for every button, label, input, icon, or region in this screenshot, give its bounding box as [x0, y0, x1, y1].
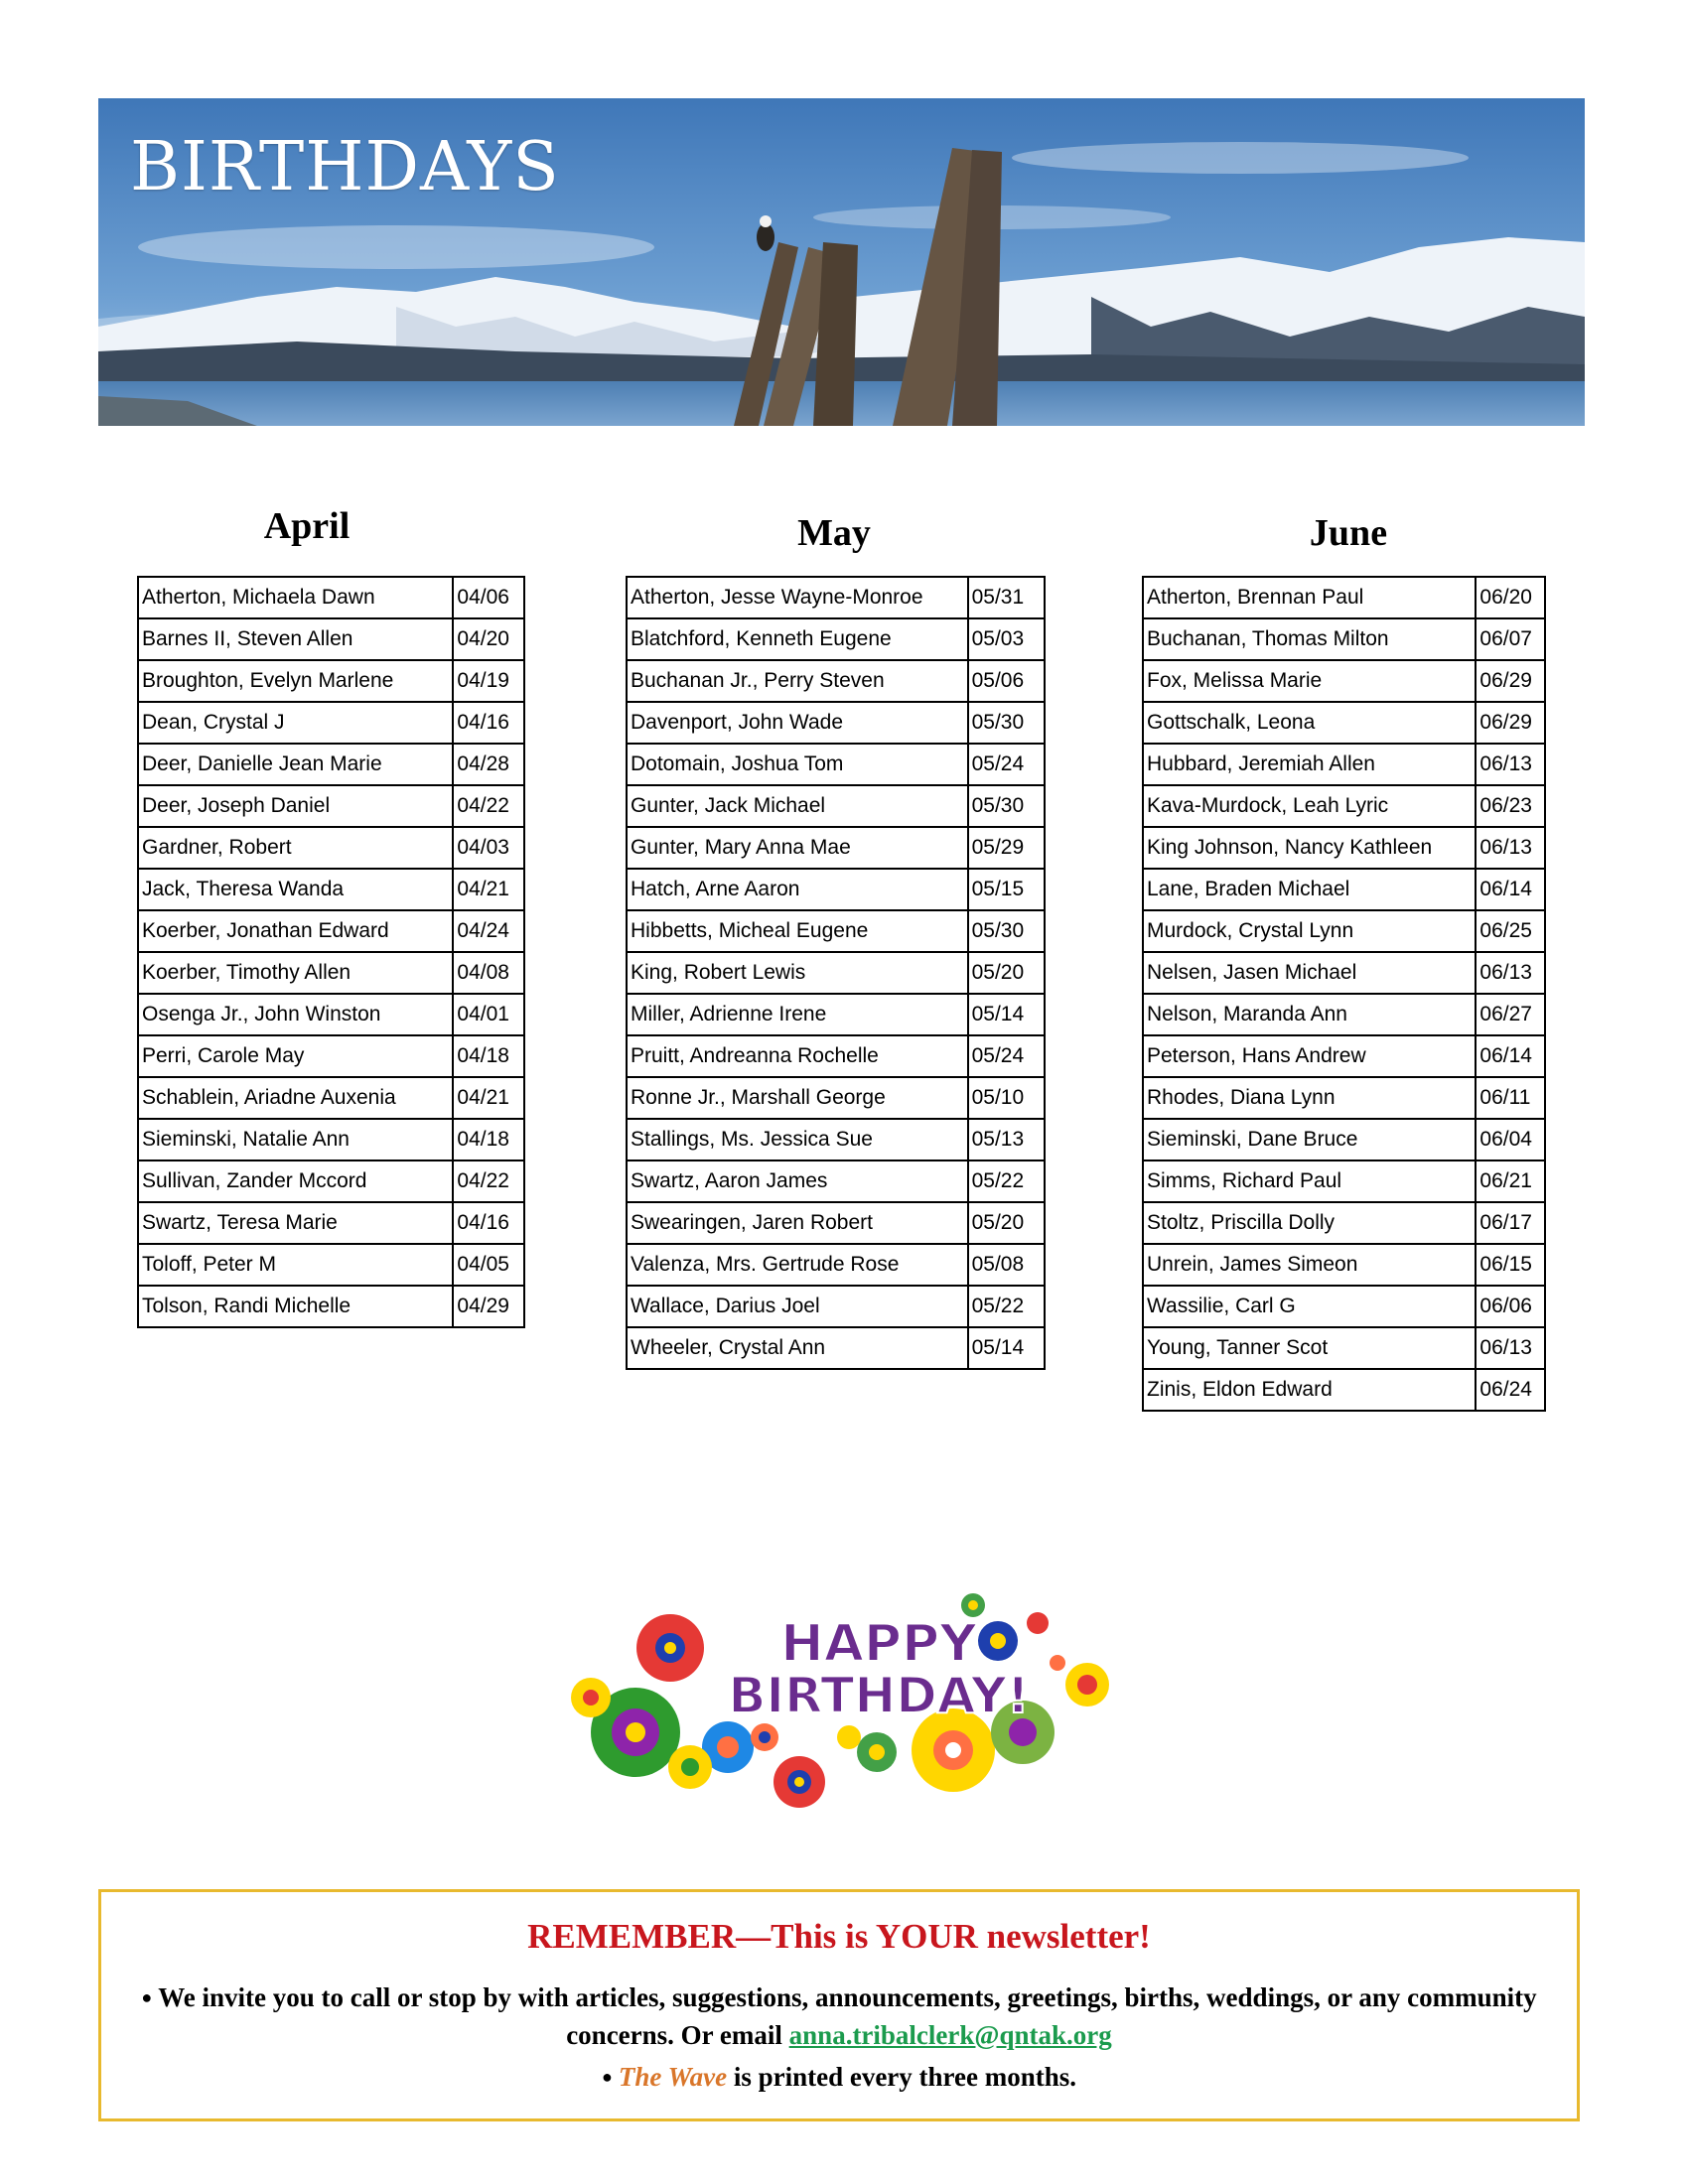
reminder-box: [98, 1889, 1580, 2121]
member-name: Jack, Theresa Wanda: [138, 869, 453, 910]
member-name: Pruitt, Andreanna Rochelle: [627, 1035, 968, 1077]
banner-image: [98, 98, 1585, 426]
bullet-icon: ●: [601, 2067, 613, 2087]
table-row: [1143, 869, 1545, 910]
member-name: Swartz, Teresa Marie: [138, 1202, 453, 1244]
member-name: Perri, Carole May: [138, 1035, 453, 1077]
table-row: [627, 1119, 1045, 1160]
member-name: Hibbetts, Micheal Eugene: [627, 910, 968, 952]
member-name: Tolson, Randi Michelle: [138, 1286, 453, 1327]
member-name: Schablein, Ariadne Auxenia: [138, 1077, 453, 1119]
birthday-date: 04/21: [453, 1077, 524, 1119]
birthday-date: 06/29: [1476, 660, 1545, 702]
birthday-date: 06/13: [1476, 1327, 1545, 1369]
birthday-date: 05/06: [968, 660, 1045, 702]
member-name: Swearingen, Jaren Robert: [627, 1202, 968, 1244]
table-row: [1143, 952, 1545, 994]
birthday-date: 04/08: [453, 952, 524, 994]
table-row: [627, 1160, 1045, 1202]
june-birthday-table: [1142, 576, 1546, 1412]
table-row: [1143, 1202, 1545, 1244]
table-row: [1143, 827, 1545, 869]
month-heading-april: April: [263, 505, 351, 547]
birthday-date: 05/22: [968, 1160, 1045, 1202]
member-name: Ronne Jr., Marshall George: [627, 1077, 968, 1119]
birthday-date: 04/19: [453, 660, 524, 702]
table-row: [1143, 1035, 1545, 1077]
table-row: [627, 660, 1045, 702]
birthday-date: 05/30: [968, 785, 1045, 827]
table-row: [138, 910, 524, 952]
birthday-date: 06/25: [1476, 910, 1545, 952]
member-name: Hubbard, Jeremiah Allen: [1143, 744, 1476, 785]
member-name: Simms, Richard Paul: [1143, 1160, 1476, 1202]
birthday-date: 06/13: [1476, 827, 1545, 869]
table-row: [138, 952, 524, 994]
table-row: [627, 994, 1045, 1035]
table-row: [627, 577, 1045, 618]
table-row: [1143, 1119, 1545, 1160]
table-row: [1143, 785, 1545, 827]
april-birthday-table: [137, 576, 525, 1328]
table-row: [138, 1202, 524, 1244]
birthday-date: 05/30: [968, 702, 1045, 744]
email-link[interactable]: anna.tribalclerk@qntak.org: [788, 2020, 1112, 2050]
table-row: [1143, 994, 1545, 1035]
birthday-date: 06/23: [1476, 785, 1545, 827]
birthday-date: 04/21: [453, 869, 524, 910]
table-row: [138, 785, 524, 827]
birthday-date: 06/21: [1476, 1160, 1545, 1202]
reminder-wave-text: [101, 2062, 1577, 2093]
member-name: Deer, Danielle Jean Marie: [138, 744, 453, 785]
table-row: [138, 744, 524, 785]
birthday-date: 04/18: [453, 1119, 524, 1160]
member-name: Peterson, Hans Andrew: [1143, 1035, 1476, 1077]
member-name: Young, Tanner Scot: [1143, 1327, 1476, 1369]
member-name: Swartz, Aaron James: [627, 1160, 968, 1202]
table-row: [138, 1077, 524, 1119]
member-name: King, Robert Lewis: [627, 952, 968, 994]
birthday-date: 04/03: [453, 827, 524, 869]
table-row: [1143, 910, 1545, 952]
table-row: [138, 577, 524, 618]
table-row: [138, 827, 524, 869]
wave-name: The Wave: [618, 2062, 728, 2092]
birthday-date: 04/06: [453, 577, 524, 618]
member-name: Sullivan, Zander Mccord: [138, 1160, 453, 1202]
table-row: [627, 1035, 1045, 1077]
birthday-date: 06/06: [1476, 1286, 1545, 1327]
birthday-date: 04/18: [453, 1035, 524, 1077]
member-name: Stoltz, Priscilla Dolly: [1143, 1202, 1476, 1244]
birthday-date: 05/22: [968, 1286, 1045, 1327]
member-name: Atherton, Michaela Dawn: [138, 577, 453, 618]
birthday-date: 06/17: [1476, 1202, 1545, 1244]
member-name: Rhodes, Diana Lynn: [1143, 1077, 1476, 1119]
table-row: [627, 827, 1045, 869]
table-row: [138, 660, 524, 702]
happy-birthday-graphic: [561, 1583, 1137, 1812]
member-name: Buchanan Jr., Perry Steven: [627, 660, 968, 702]
birthday-date: 04/28: [453, 744, 524, 785]
member-name: Wheeler, Crystal Ann: [627, 1327, 968, 1369]
birthday-date: 04/29: [453, 1286, 524, 1327]
table-row: [1143, 1160, 1545, 1202]
member-name: Atherton, Jesse Wayne-Monroe: [627, 577, 968, 618]
birthday-date: 05/20: [968, 1202, 1045, 1244]
member-name: Nelsen, Jasen Michael: [1143, 952, 1476, 994]
member-name: Sieminski, Natalie Ann: [138, 1119, 453, 1160]
table-row: [627, 1286, 1045, 1327]
member-name: Dean, Crystal J: [138, 702, 453, 744]
table-row: [138, 702, 524, 744]
banner-title: BIRTHDAYS: [130, 128, 560, 206]
bullet-icon: ●: [141, 1987, 153, 2007]
member-name: Blatchford, Kenneth Eugene: [627, 618, 968, 660]
member-name: Sieminski, Dane Bruce: [1143, 1119, 1476, 1160]
birthday-date: 06/13: [1476, 952, 1545, 994]
birthday-date: 05/24: [968, 1035, 1045, 1077]
member-name: Lane, Braden Michael: [1143, 869, 1476, 910]
table-row: [1143, 660, 1545, 702]
member-name: Atherton, Brennan Paul: [1143, 577, 1476, 618]
birthday-date: 04/16: [453, 1202, 524, 1244]
birthday-date: 05/14: [968, 994, 1045, 1035]
table-row: [627, 869, 1045, 910]
member-name: Hatch, Arne Aaron: [627, 869, 968, 910]
may-birthday-table: [626, 576, 1046, 1370]
birthday-date: 06/14: [1476, 869, 1545, 910]
table-row: [138, 1119, 524, 1160]
table-row: [1143, 1327, 1545, 1369]
table-row: [627, 1244, 1045, 1286]
birthday-date: 06/29: [1476, 702, 1545, 744]
member-name: Murdock, Crystal Lynn: [1143, 910, 1476, 952]
member-name: Broughton, Evelyn Marlene: [138, 660, 453, 702]
member-name: Stallings, Ms. Jessica Sue: [627, 1119, 968, 1160]
birthday-date: 05/10: [968, 1077, 1045, 1119]
birthday-date: 06/14: [1476, 1035, 1545, 1077]
month-heading-june: June: [1309, 512, 1388, 554]
birthday-date: 04/01: [453, 994, 524, 1035]
table-row: [138, 618, 524, 660]
member-name: Gunter, Jack Michael: [627, 785, 968, 827]
birthday-date: 05/30: [968, 910, 1045, 952]
table-row: [1143, 577, 1545, 618]
table-row: [1143, 1286, 1545, 1327]
member-name: Nelson, Maranda Ann: [1143, 994, 1476, 1035]
table-row: [627, 1327, 1045, 1369]
birthday-date: 04/22: [453, 1160, 524, 1202]
member-name: Unrein, James Simeon: [1143, 1244, 1476, 1286]
birthday-date: 05/13: [968, 1119, 1045, 1160]
birthday-date: 06/27: [1476, 994, 1545, 1035]
table-row: [627, 744, 1045, 785]
table-row: [1143, 1077, 1545, 1119]
month-heading-may: May: [797, 512, 871, 554]
table-row: [138, 994, 524, 1035]
birthday-date: 06/15: [1476, 1244, 1545, 1286]
table-row: [138, 1286, 524, 1327]
table-row: [1143, 744, 1545, 785]
table-row: [627, 618, 1045, 660]
invite-text: We invite you to call or stop by with articles, suggestions, announcements, greetings, births, weddings, or any community concerns. Or email: [158, 1982, 1537, 2050]
graphic-text-happy: HAPPY: [780, 1614, 977, 1674]
table-row: [627, 702, 1045, 744]
member-name: Wallace, Darius Joel: [627, 1286, 968, 1327]
member-name: Zinis, Eldon Edward: [1143, 1369, 1476, 1411]
birthday-date: 06/07: [1476, 618, 1545, 660]
birthday-date: 05/03: [968, 618, 1045, 660]
table-row: [138, 1035, 524, 1077]
table-row: [138, 1160, 524, 1202]
member-name: Buchanan, Thomas Milton: [1143, 618, 1476, 660]
member-name: Koerber, Jonathan Edward: [138, 910, 453, 952]
table-row: [627, 1202, 1045, 1244]
birthday-date: 05/20: [968, 952, 1045, 994]
reminder-invite-text: [101, 1979, 1577, 2054]
birthday-date: 04/16: [453, 702, 524, 744]
table-row: [1143, 1244, 1545, 1286]
member-name: Barnes II, Steven Allen: [138, 618, 453, 660]
birthday-date: 06/20: [1476, 577, 1545, 618]
table-row: [1143, 1369, 1545, 1411]
birthday-date: 06/24: [1476, 1369, 1545, 1411]
table-row: [138, 1244, 524, 1286]
member-name: Gardner, Robert: [138, 827, 453, 869]
birthday-date: 05/31: [968, 577, 1045, 618]
birthday-date: 05/29: [968, 827, 1045, 869]
birthday-date: 06/11: [1476, 1077, 1545, 1119]
table-row: [1143, 618, 1545, 660]
birthday-date: 05/24: [968, 744, 1045, 785]
member-name: Miller, Adrienne Irene: [627, 994, 968, 1035]
graphic-text-birthday: BIRTHDAY!: [728, 1667, 1030, 1724]
member-name: Davenport, John Wade: [627, 702, 968, 744]
table-row: [627, 1077, 1045, 1119]
member-name: King Johnson, Nancy Kathleen: [1143, 827, 1476, 869]
birthday-date: 04/22: [453, 785, 524, 827]
birthday-date: 04/24: [453, 910, 524, 952]
birthday-date: 05/08: [968, 1244, 1045, 1286]
member-name: Fox, Melissa Marie: [1143, 660, 1476, 702]
member-name: Koerber, Timothy Allen: [138, 952, 453, 994]
member-name: Wassilie, Carl G: [1143, 1286, 1476, 1327]
birthday-date: 06/13: [1476, 744, 1545, 785]
reminder-title: REMEMBER—This is YOUR newsletter!: [527, 1917, 1151, 1956]
birthday-date: 06/04: [1476, 1119, 1545, 1160]
birthday-date: 04/05: [453, 1244, 524, 1286]
birthday-date: 05/14: [968, 1327, 1045, 1369]
table-row: [627, 952, 1045, 994]
table-row: [1143, 702, 1545, 744]
member-name: Deer, Joseph Daniel: [138, 785, 453, 827]
member-name: Kava-Murdock, Leah Lyric: [1143, 785, 1476, 827]
table-row: [627, 785, 1045, 827]
member-name: Dotomain, Joshua Tom: [627, 744, 968, 785]
table-row: [138, 869, 524, 910]
birthday-date: 05/15: [968, 869, 1045, 910]
wave-schedule-text: is printed every three months.: [727, 2062, 1077, 2092]
table-row: [627, 910, 1045, 952]
member-name: Valenza, Mrs. Gertrude Rose: [627, 1244, 968, 1286]
member-name: Gottschalk, Leona: [1143, 702, 1476, 744]
birthday-date: 04/20: [453, 618, 524, 660]
member-name: Osenga Jr., John Winston: [138, 994, 453, 1035]
member-name: Gunter, Mary Anna Mae: [627, 827, 968, 869]
member-name: Toloff, Peter M: [138, 1244, 453, 1286]
